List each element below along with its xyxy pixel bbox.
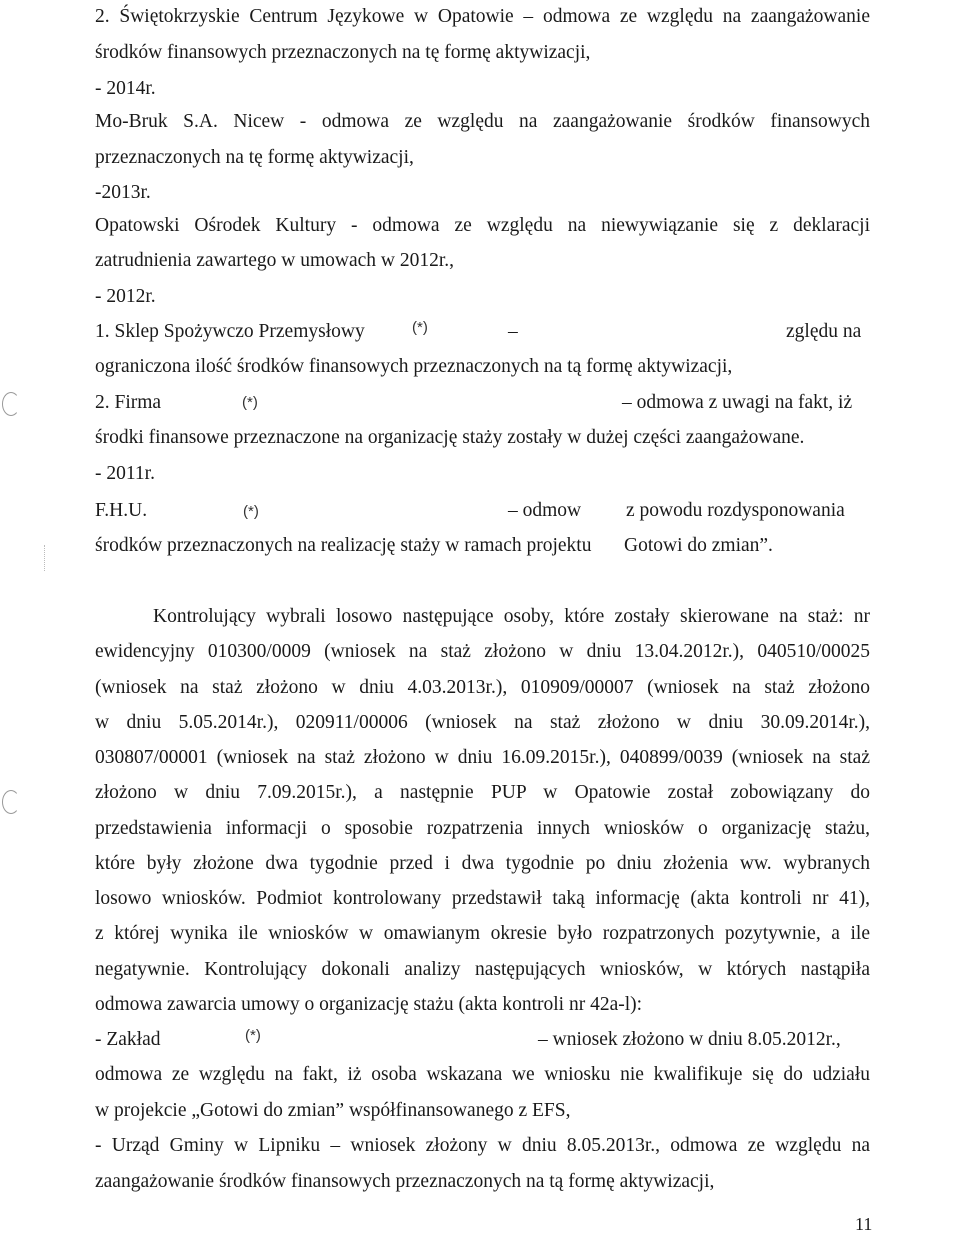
paragraph-line: złożono w dniu 7.09.2015r.), a następnie PUP w Opatowie został zobowiązany do	[95, 782, 870, 803]
redaction-mark: (*)	[242, 394, 258, 411]
text-line: 2. Świętokrzyskie Centrum Językowe w Opatowie – odmowa ze względu na zaangażowanie	[95, 6, 870, 27]
text-line: -2013r.	[95, 182, 151, 203]
text-fragment: – odmow	[508, 500, 582, 521]
text-line: - Urząd Gminy w Lipniku – wniosek złożony w dniu 8.05.2013r., odmowa ze względu na	[95, 1135, 870, 1156]
paragraph-line: w dniu 5.05.2014r.), 020911/00006 (wniosek na staż złożono w dniu 30.09.2014r.),	[95, 712, 870, 733]
redaction-mark: (*)	[412, 319, 428, 336]
paragraph-line: przedstawienia informacji o sposobie rozpatrzenia innych wniosków o organizację stażu,	[95, 818, 870, 839]
text-line: w projekcie „Gotowi do zmian” współfinansowanego z EFS,	[95, 1100, 571, 1121]
text-line: Opatowski Ośrodek Kultury - odmowa ze względu na niewywiązanie się z deklaracji	[95, 215, 870, 236]
redaction-mark: (*)	[245, 1027, 261, 1044]
text-fragment: – odmowa z uwagi na fakt, iż	[622, 392, 853, 413]
text-line: Mo-Bruk S.A. Nicew - odmowa ze względu na zaangażowanie środków finansowych	[95, 111, 870, 132]
text-line: zatrudnienia zawartego w umowach w 2012r.,	[95, 250, 454, 271]
text-fragment: z powodu rozdysponowania	[626, 500, 845, 521]
paragraph-line: negatywnie. Kontrolujący dokonali analizy następujących wniosków, w których nastąpiła	[95, 959, 870, 980]
text-fragment: Gotowi do zmian”.	[624, 535, 773, 556]
paragraph-line: losowo wniosków. Podmiot kontrolowany przedstawił taką informację (akta kontroli nr 41),	[95, 888, 870, 909]
text-fragment: – wniosek złożono w dniu 8.05.2012r.,	[538, 1029, 841, 1050]
paragraph-line: które były złożone dwa tygodnie przed i dwa tygodnie po dniu złożenia ww. wybranych	[95, 853, 870, 874]
entity-name: - Zakład	[95, 1029, 161, 1050]
text-line: środków finansowych przeznaczonych na tę formę aktywizacji,	[95, 42, 591, 63]
text-line: środki finansowe przeznaczone na organizację staży zostały w dużej części zaangażowane.	[95, 427, 805, 448]
text-line: odmowa ze względu na fakt, iż osoba wskazana we wniosku nie kwalifikuje się do udziału	[95, 1064, 870, 1085]
paragraph-line: 030807/00001 (wniosek na staż złożono w dniu 16.09.2015r.), 040899/0039 (wniosek na staż	[95, 747, 870, 768]
paragraph-line: (wniosek na staż złożono w dniu 4.03.2013r.), 010909/00007 (wniosek na staż złożono	[95, 677, 870, 698]
binder-hole-top	[2, 392, 20, 416]
text-line: przeznaczonych na tę formę aktywizacji,	[95, 147, 414, 168]
text-line: ograniczona ilość środków finansowych przeznaczonych na tą formę aktywizacji,	[95, 356, 733, 377]
text-line: - 2014r.	[95, 78, 156, 99]
redaction-mark: (*)	[243, 503, 259, 520]
text-line: - 2011r.	[95, 463, 155, 484]
text-fragment: środków przeznaczonych na realizację staży w ramach projektu	[95, 535, 592, 556]
text-line: zaangażowanie środków finansowych przeznaczonych na tą formę aktywizacji,	[95, 1171, 715, 1192]
scan-artifact	[44, 545, 47, 571]
binder-hole-bottom	[2, 790, 20, 814]
entity-name: F.H.U.	[95, 500, 148, 521]
paragraph-line: z której wynika ile wniosków w omawianym okresie było rozpatrzonych pozytywnie, a ile	[95, 923, 870, 944]
entity-name: 2. Firma	[95, 392, 162, 413]
entity-name: 1. Sklep Spożywczo Przemysłowy	[95, 321, 365, 342]
paragraph-line: ewidencyjny 010300/0009 (wniosek na staż złożono w dniu 13.04.2012r.), 040510/00025	[95, 641, 870, 662]
page-number: 11	[855, 1214, 873, 1234]
dash: –	[508, 321, 518, 342]
paragraph-line: odmowa zawarcia umowy o organizację stażu (akta kontroli nr 42a-l):	[95, 994, 643, 1015]
text-line: - 2012r.	[95, 286, 156, 307]
paragraph-line: Kontrolujący wybrali losowo następujące osoby, które zostały skierowane na staż: nr	[153, 606, 870, 627]
text-fragment: zględu na	[786, 321, 862, 342]
